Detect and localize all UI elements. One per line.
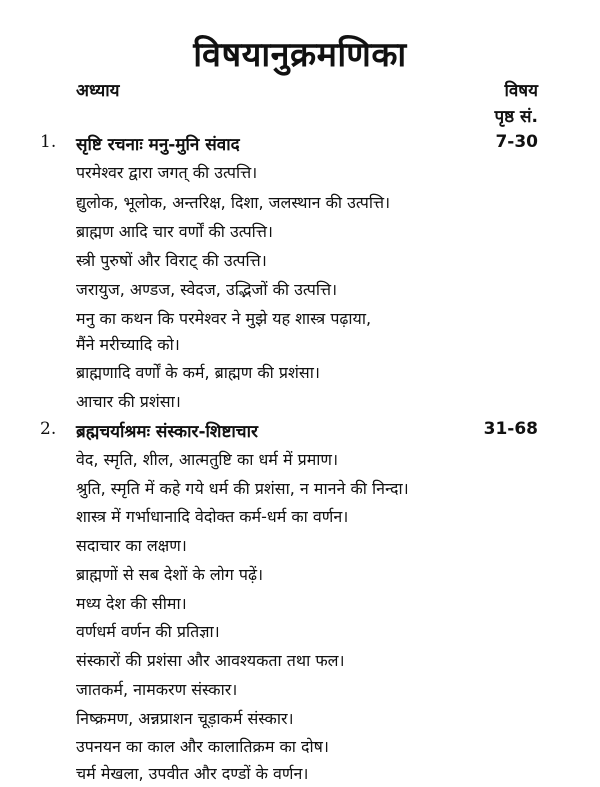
list-item: ब्राह्मण आदि चार वर्णों की उत्पत्ति।: [76, 222, 273, 241]
list-item: शास्त्र में गर्भाधानादि वेदोक्त कर्म-धर्म का वर्णन।: [76, 507, 349, 526]
list-item: परमेश्वर द्वारा जगत् की उत्पत्ति।: [76, 163, 258, 182]
list-item: जरायुज, अण्डज, स्वेदज, उद्भिजों की उत्पत्ति।: [76, 280, 338, 299]
chapter-title: ब्रह्मचर्याश्रमः संस्कार-शिष्टाचार: [76, 422, 258, 442]
column-header-chapter: अध्याय: [76, 81, 120, 101]
list-item: चर्म मेखला, उपवीत और दण्डों के वर्णन।: [76, 764, 309, 783]
list-item: सदाचार का लक्षण।: [76, 536, 187, 555]
column-header-subject: विषय: [504, 81, 538, 101]
list-item: आचार की प्रशंसा।: [76, 392, 181, 411]
list-item: जातकर्म, नामकरण संस्कार।: [76, 680, 238, 699]
chapter-title: सृष्टि रचनाः मनु-मुनि संवाद: [76, 135, 240, 155]
list-item: वेद, स्मृति, शील, आत्मतुष्टि का धर्म में प्रमाण।: [76, 450, 339, 469]
page-title: विषयानुक्रमणिका: [193, 35, 407, 75]
list-item: मनु का कथन कि परमेश्वर ने मुझे यह शास्त्र पढ़ाया,: [76, 309, 372, 328]
chapter-pages: 7-30: [495, 132, 538, 152]
list-item: स्त्री पुरुषों और विराट् की उत्पत्ति।: [76, 251, 267, 270]
chapter-pages: 31-68: [483, 419, 538, 439]
chapter-number: 2.: [40, 419, 57, 439]
list-item: द्युलोक, भूलोक, अन्तरिक्ष, दिशा, जलस्थान की उत्पत्ति।: [76, 193, 391, 212]
list-item: ब्राह्मणों से सब देशों के लोग पढ़ें।: [76, 565, 264, 584]
list-item: निष्क्रमण, अन्नप्राशन चूड़ाकर्म संस्कार।: [76, 709, 294, 728]
list-item: ब्राह्मणादि वर्णों के कर्म, ब्राह्मण की प्रशंसा।: [76, 363, 320, 382]
list-item: श्रुति, स्मृति में कहे गये धर्म की प्रशंसा, न मानने की निन्दा।: [76, 479, 409, 498]
list-item: वर्णधर्म वर्णन की प्रतिज्ञा।: [76, 622, 220, 641]
list-item: संस्कारों की प्रशंसा और आवश्यकता तथा फल।: [76, 651, 345, 670]
list-item: उपनयन का काल और कालातिक्रम का दोष।: [76, 737, 329, 756]
column-header-page-number: पृष्ठ सं.: [494, 107, 538, 127]
list-item: मैंने मरीच्यादि को।: [76, 335, 180, 354]
list-item: मध्य देश की सीमा।: [76, 594, 187, 613]
chapter-number: 1.: [40, 132, 57, 152]
